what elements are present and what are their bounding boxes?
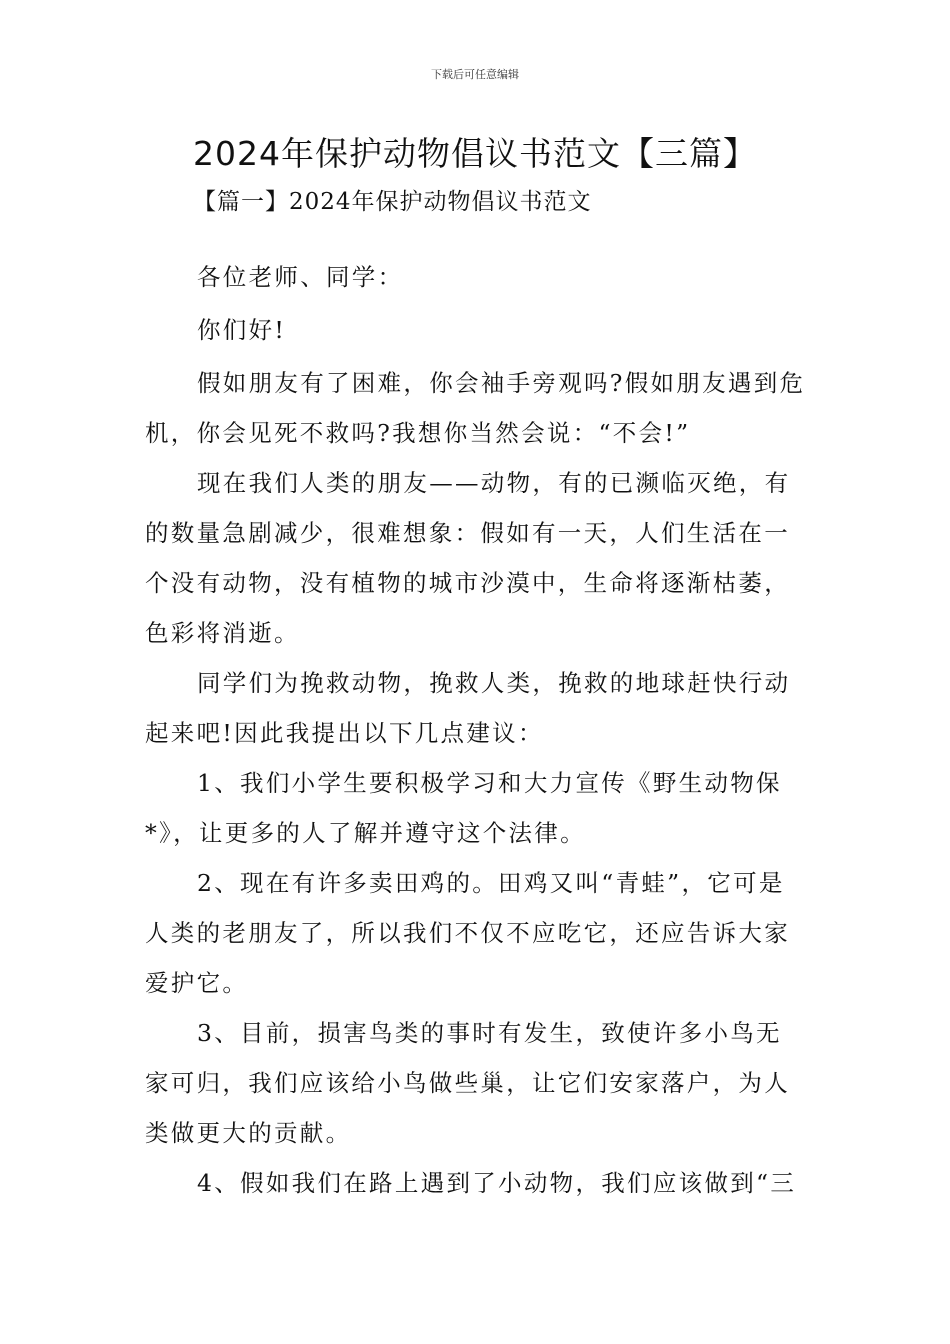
- paragraph-greeting: 你们好!: [197, 316, 287, 344]
- suggestion-item-3: 3、目前，损害鸟类的事时有发生，致使许多小鸟无家可归，我们应该给小鸟做些巢，让它们安家落户，为人类做更大的贡献。: [145, 1019, 790, 1147]
- section-subtitle: 【篇一】2024年保护动物倡议书范文: [193, 189, 592, 215]
- suggestion-item-4: 4、假如我们在路上遇到了小动物，我们应该做到“三: [197, 1169, 797, 1197]
- paragraph-salutation: 各位老师、同学：: [197, 263, 404, 291]
- suggestion-item-1: 1、我们小学生要积极学习和大力宣传《野生动物保*》，让更多的人了解并遵守这个法律。: [145, 769, 782, 847]
- header-note: 下载后可任意编辑: [431, 68, 519, 81]
- paragraph: 假如朋友有了困难，你会袖手旁观吗?假如朋友遇到危机，你会见死不救吗?我想你当然会说：“不会!”: [145, 369, 806, 447]
- paragraph: 现在我们人类的朋友——动物，有的已濒临灭绝，有的数量急剧减少，很难想象：假如有一天，人们生活在一个没有动物，没有植物的城市沙漠中，生命将逐渐枯萎，色彩将消逝。: [145, 469, 791, 647]
- document-body: [145, 252, 807, 1208]
- document-title: 2024年保护动物倡议书范文【三篇】: [193, 134, 757, 173]
- paragraph: 同学们为挽救动物，挽救人类，挽救的地球赶快行动起来吧!因此我提出以下几点建议：: [145, 669, 791, 747]
- suggestion-item-2: 2、现在有许多卖田鸡的。田鸡又叫“青蛙”，它可是人类的老朋友了，所以我们不仅不应吃它，还应告诉大家爱护它。: [145, 869, 790, 997]
